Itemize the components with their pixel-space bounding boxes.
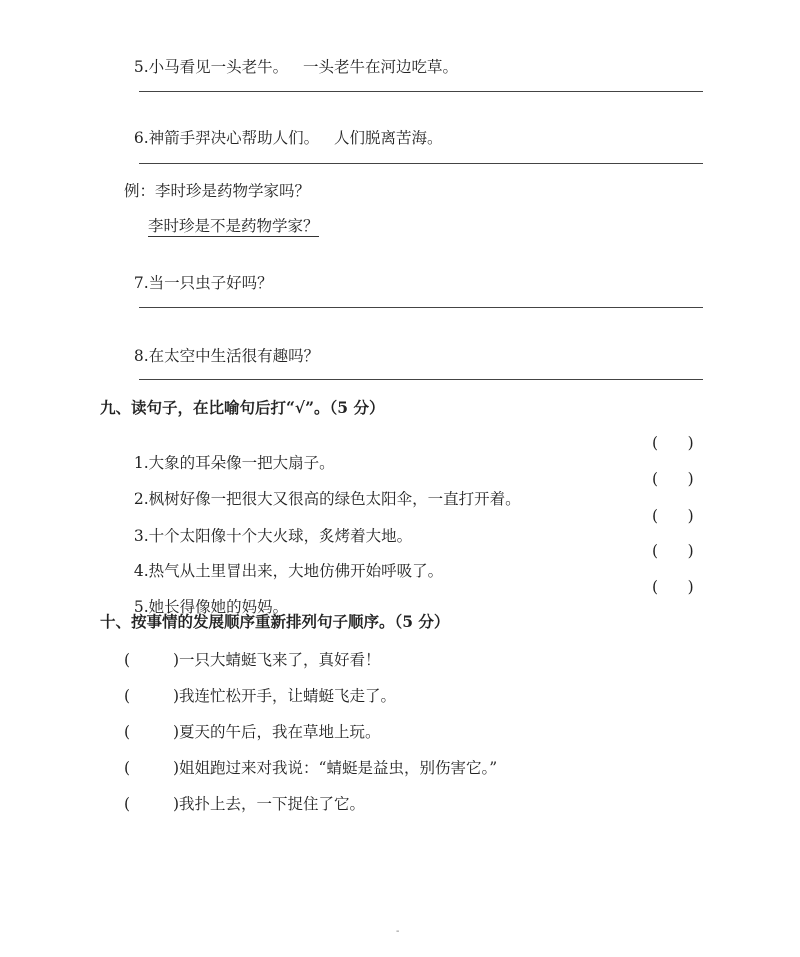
q5-line xyxy=(124,37,458,77)
s9-item-1 xyxy=(124,433,335,473)
s10-item-3-text: )夏天的午后，我在草地上玩。 xyxy=(173,723,381,741)
s9-item-1-answer-box[interactable]: ( ) xyxy=(652,434,694,452)
q8-line xyxy=(124,326,319,366)
q8-answer-line[interactable] xyxy=(139,379,703,380)
q5-answer-line[interactable] xyxy=(139,91,703,92)
s9-item-4-number: 4. xyxy=(133,562,149,580)
s9-item-2-text: 枫树好像一把很大又很高的绿色太阳伞，一直打开着。 xyxy=(148,490,521,508)
example-answer: 李时珍是不是药物学家？ xyxy=(148,217,319,235)
page-mark: - xyxy=(396,926,400,937)
q5-text: 小马看见一头老牛。 一头老牛在河边吃草。 xyxy=(148,58,458,76)
q6-number: 6. xyxy=(133,129,149,147)
s9-item-3-number: 3. xyxy=(133,527,149,545)
section-9-heading: 九、读句子，在比喻句后打“√”。（5 分） xyxy=(100,398,385,417)
q5-number: 5. xyxy=(133,58,149,76)
s9-item-4-text: 热气从土里冒出来，大地仿佛开始呼吸了。 xyxy=(148,562,444,580)
s10-item-2-order-box[interactable]: ( xyxy=(124,687,131,705)
s10-item-1-text: )一只大蜻蜓飞来了，真好看！ xyxy=(173,651,381,669)
q8-number: 8. xyxy=(133,347,149,365)
q7-answer-line[interactable] xyxy=(139,307,703,308)
q7-number: 7. xyxy=(133,274,149,292)
section-10-heading: 十、按事情的发展顺序重新排列句子顺序。（5 分） xyxy=(100,612,450,631)
q7-line xyxy=(124,253,273,293)
s9-item-3-answer-box[interactable]: ( ) xyxy=(652,507,694,525)
q6-answer-line[interactable] xyxy=(139,163,703,164)
s9-item-3 xyxy=(124,506,412,546)
s9-item-5 xyxy=(124,577,288,617)
s10-item-4-order-box[interactable]: ( xyxy=(124,759,131,777)
s10-item-5-text: )我扑上去，一下捉住了它。 xyxy=(173,795,366,813)
q7-text: 当一只虫子好吗？ xyxy=(148,274,273,292)
s9-item-5-text: 她长得像她的妈妈。 xyxy=(148,598,289,616)
s10-item-1-order-box[interactable]: ( xyxy=(124,651,131,669)
s9-item-1-number: 1. xyxy=(133,454,149,472)
s10-item-2-text: )我连忙松开手，让蜻蜓飞走了。 xyxy=(173,687,397,705)
s9-item-2 xyxy=(124,469,521,509)
s9-item-5-number: 5. xyxy=(133,598,149,616)
s9-item-5-answer-box[interactable]: ( ) xyxy=(652,578,694,596)
s9-item-4-answer-box[interactable]: ( ) xyxy=(652,542,694,560)
s10-item-3-order-box[interactable]: ( xyxy=(124,723,131,741)
s9-item-2-number: 2. xyxy=(133,490,149,508)
s9-item-4 xyxy=(124,541,443,581)
s9-item-3-text: 十个太阳像十个大火球，炙烤着大地。 xyxy=(148,527,413,545)
s9-item-2-answer-box[interactable]: ( ) xyxy=(652,470,694,488)
q6-line xyxy=(124,108,442,148)
s9-item-1-text: 大象的耳朵像一把大扇子。 xyxy=(148,454,335,472)
s10-item-5-order-box[interactable]: ( xyxy=(124,795,131,813)
q8-text: 在太空中生活很有趣吗？ xyxy=(148,347,320,365)
q6-text: 神箭手羿决心帮助人们。 人们脱离苦海。 xyxy=(148,129,443,147)
example-question: 例：李时珍是药物学家吗？ xyxy=(124,182,311,200)
s10-item-4-text: )姐姐跑过来对我说：“蜻蜓是益虫，别伤害它。” xyxy=(173,759,498,777)
